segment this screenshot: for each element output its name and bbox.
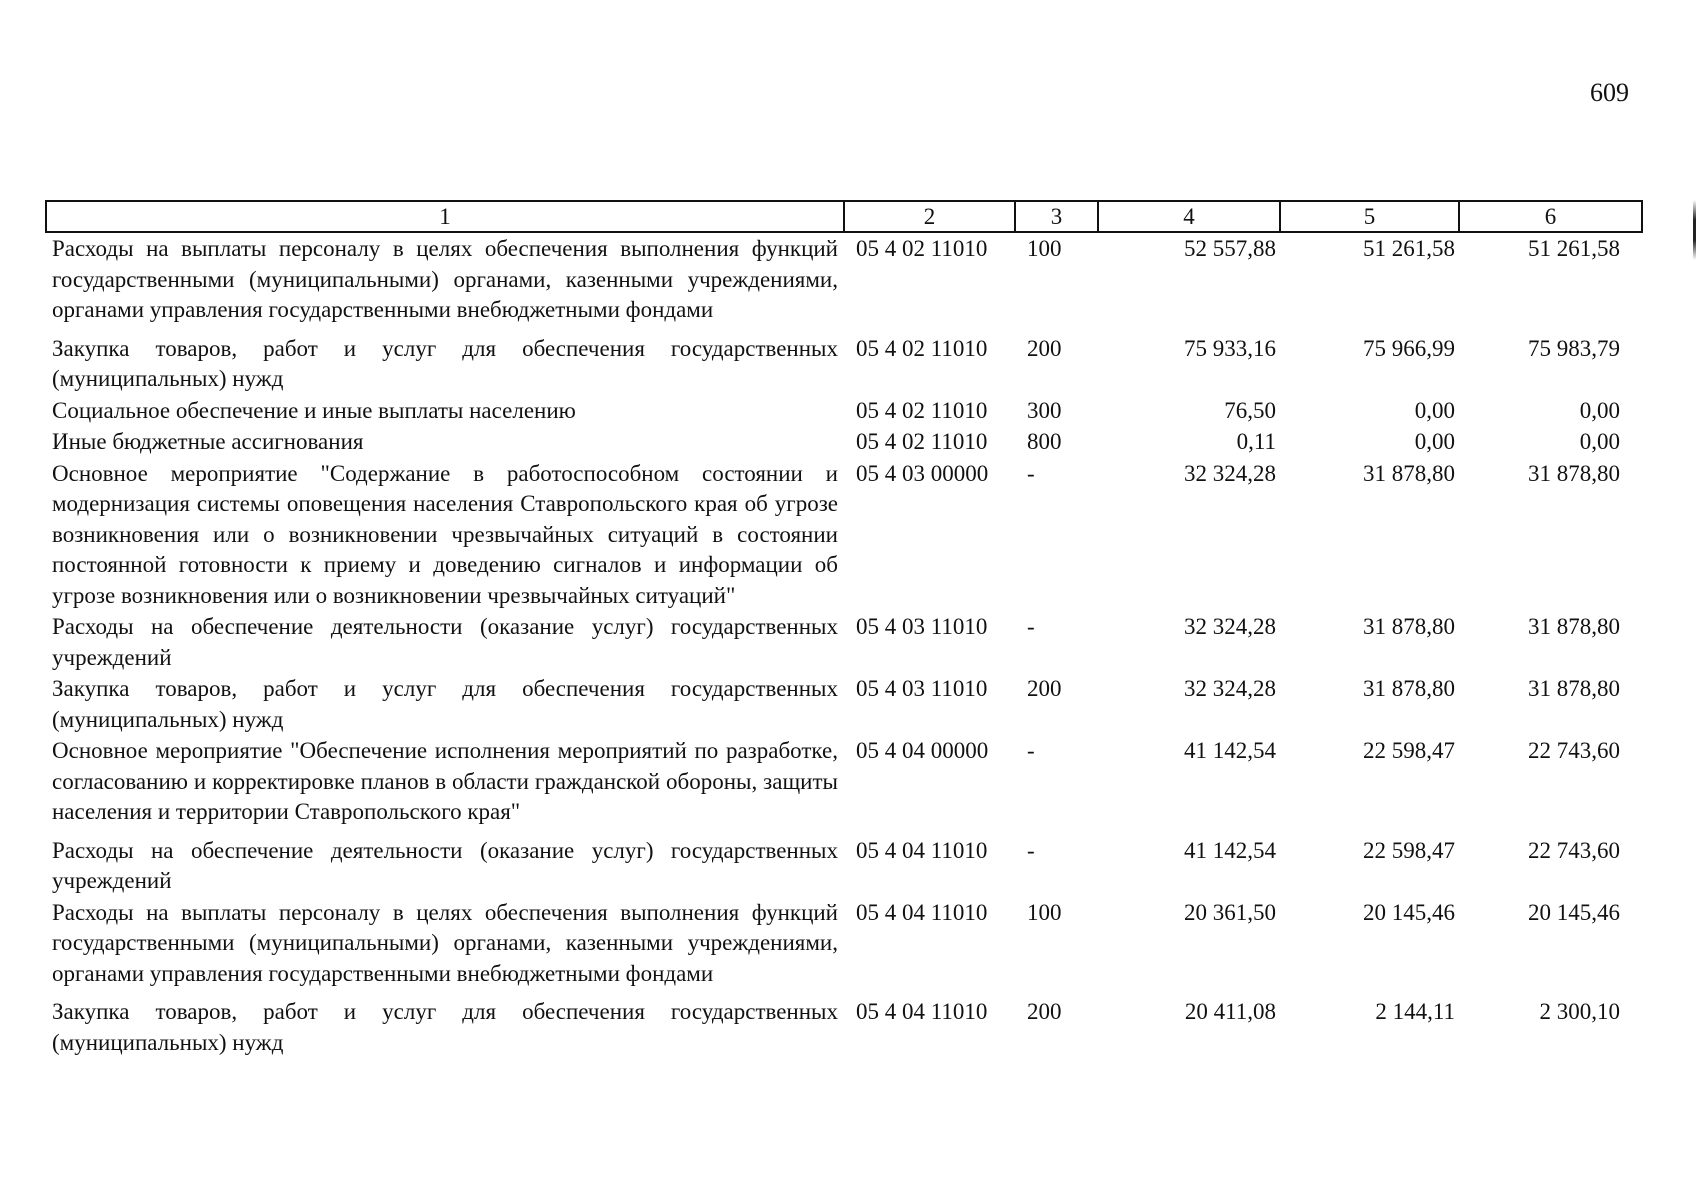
row-value-col5: 51 261,58 <box>1363 236 1455 261</box>
table-row <box>46 458 1642 612</box>
row-value-col5: 0,00 <box>1414 429 1455 454</box>
row-name: Расходы на обеспечение деятельности (оказание услуг) государственных учреждений <box>52 614 838 670</box>
table-body <box>46 232 1642 1058</box>
row-expense-type: - <box>1027 837 1035 863</box>
table-row <box>46 333 1642 395</box>
row-code: 05 4 03 00000 <box>856 460 989 486</box>
row-name: Закупка товаров, работ и услуг для обеспечения государственных (муниципальных) нужд <box>52 335 838 391</box>
row-value-col4: 32 324,28 <box>1184 614 1276 639</box>
header-row <box>46 201 1642 232</box>
row-expense-type: - <box>1027 460 1035 486</box>
table-header <box>46 201 1642 232</box>
table-row <box>46 426 1642 458</box>
row-expense-type: - <box>1027 738 1035 763</box>
row-expense-type: 200 <box>1027 676 1062 701</box>
row-code: 05 4 04 11010 <box>856 837 988 863</box>
row-value-col4: 76,50 <box>1224 397 1276 423</box>
row-value-col6: 20 145,46 <box>1528 899 1620 925</box>
row-value-col6: 31 878,80 <box>1528 676 1620 701</box>
row-name: Социальное обеспечение и иные выплаты населению <box>52 397 576 423</box>
row-value-col4: 41 142,54 <box>1184 738 1276 763</box>
row-name: Расходы на обеспечение деятельности (оказание услуг) государственных учреждений <box>52 837 838 893</box>
row-value-col6: 0,00 <box>1579 397 1620 423</box>
header-col-3: 3 <box>1015 201 1098 232</box>
header-col-6: 6 <box>1459 201 1642 232</box>
row-expense-type: 800 <box>1027 429 1062 454</box>
row-value-col6: 2 300,10 <box>1539 999 1620 1024</box>
row-name: Иные бюджетные ассигнования <box>52 429 364 454</box>
row-name: Основное мероприятие "Содержание в работоспособном состоянии и модернизация системы оповещения населения Ставропольского края об угрозе возникновения или о возникновении чрезвычайных ситуаций в состоянии постоянной готовности к приему и доведению сигналов и информации об угрозе возникновения или о возникновении чрезвычайных ситуаций" <box>52 460 838 608</box>
row-value-col5: 31 878,80 <box>1363 614 1455 639</box>
row-value-col6: 22 743,60 <box>1528 837 1620 863</box>
row-value-col4: 0,11 <box>1236 429 1276 454</box>
row-value-col6: 51 261,58 <box>1528 236 1620 261</box>
row-value-col5: 22 598,47 <box>1363 837 1455 863</box>
row-value-col4: 32 324,28 <box>1184 676 1276 701</box>
row-value-col4: 32 324,28 <box>1184 460 1276 486</box>
row-name: Основное мероприятие "Обеспечение исполнения мероприятий по разработке, согласованию и корректировке планов в области гражданской обороны, защиты населения и территории Ставропольского края" <box>52 738 838 824</box>
row-value-col4: 20 411,08 <box>1184 999 1276 1024</box>
row-value-col4: 52 557,88 <box>1184 236 1276 261</box>
row-code: 05 4 04 11010 <box>856 999 988 1024</box>
table-row <box>46 673 1642 735</box>
row-value-col6: 31 878,80 <box>1528 460 1620 486</box>
row-name: Расходы на выплаты персоналу в целях обеспечения выполнения функций государственными (муниципальными) органами, казенными учреждениями, органами управления государственными внебюджетными фондами <box>52 236 838 322</box>
row-code: 05 4 03 11010 <box>856 676 988 701</box>
row-value-col5: 0,00 <box>1414 397 1455 423</box>
budget-table <box>45 200 1643 1058</box>
row-value-col5: 31 878,80 <box>1363 676 1455 701</box>
table-row <box>46 897 1642 997</box>
row-value-col6: 22 743,60 <box>1528 738 1620 763</box>
table-row <box>46 835 1642 897</box>
row-value-col4: 75 933,16 <box>1184 335 1276 361</box>
row-expense-type: 200 <box>1027 335 1062 361</box>
row-value-col4: 41 142,54 <box>1184 837 1276 863</box>
row-code: 05 4 04 00000 <box>856 738 989 763</box>
row-expense-type: 200 <box>1027 999 1062 1024</box>
table-row <box>46 395 1642 427</box>
row-code: 05 4 02 11010 <box>856 397 988 423</box>
row-value-col6: 0,00 <box>1579 429 1620 454</box>
row-value-col5: 75 966,99 <box>1363 335 1455 361</box>
row-value-col5: 20 145,46 <box>1363 899 1455 925</box>
row-expense-type: 300 <box>1027 397 1062 423</box>
budget-table-container <box>45 200 1641 1058</box>
table-row <box>46 232 1642 333</box>
row-name: Расходы на выплаты персоналу в целях обеспечения выполнения функций государственными (муниципальными) органами, казенными учреждениями, органами управления государственными внебюджетными фондами <box>52 899 838 986</box>
row-expense-type: 100 <box>1027 899 1062 925</box>
header-col-2: 2 <box>844 201 1015 232</box>
row-name: Закупка товаров, работ и услуг для обеспечения государственных (муниципальных) нужд <box>52 999 838 1055</box>
row-name: Закупка товаров, работ и услуг для обеспечения государственных (муниципальных) нужд <box>52 676 838 732</box>
page-number: 609 <box>1590 78 1629 107</box>
header-col-4: 4 <box>1098 201 1280 232</box>
row-value-col5: 22 598,47 <box>1363 738 1455 763</box>
row-value-col5: 2 144,11 <box>1375 999 1455 1024</box>
row-code: 05 4 04 11010 <box>856 899 988 925</box>
row-code: 05 4 02 11010 <box>856 429 988 454</box>
row-value-col5: 31 878,80 <box>1363 460 1455 486</box>
row-expense-type: - <box>1027 614 1035 639</box>
row-value-col6: 31 878,80 <box>1528 614 1620 639</box>
table-row <box>46 996 1642 1058</box>
row-value-col4: 20 361,50 <box>1184 899 1276 925</box>
row-value-col6: 75 983,79 <box>1528 335 1620 361</box>
header-col-1: 1 <box>46 201 844 232</box>
row-code: 05 4 03 11010 <box>856 614 988 639</box>
header-col-5: 5 <box>1280 201 1459 232</box>
row-code: 05 4 02 11010 <box>856 236 988 261</box>
table-row <box>46 611 1642 673</box>
table-row <box>46 735 1642 835</box>
row-expense-type: 100 <box>1027 236 1062 261</box>
row-code: 05 4 02 11010 <box>856 335 988 361</box>
